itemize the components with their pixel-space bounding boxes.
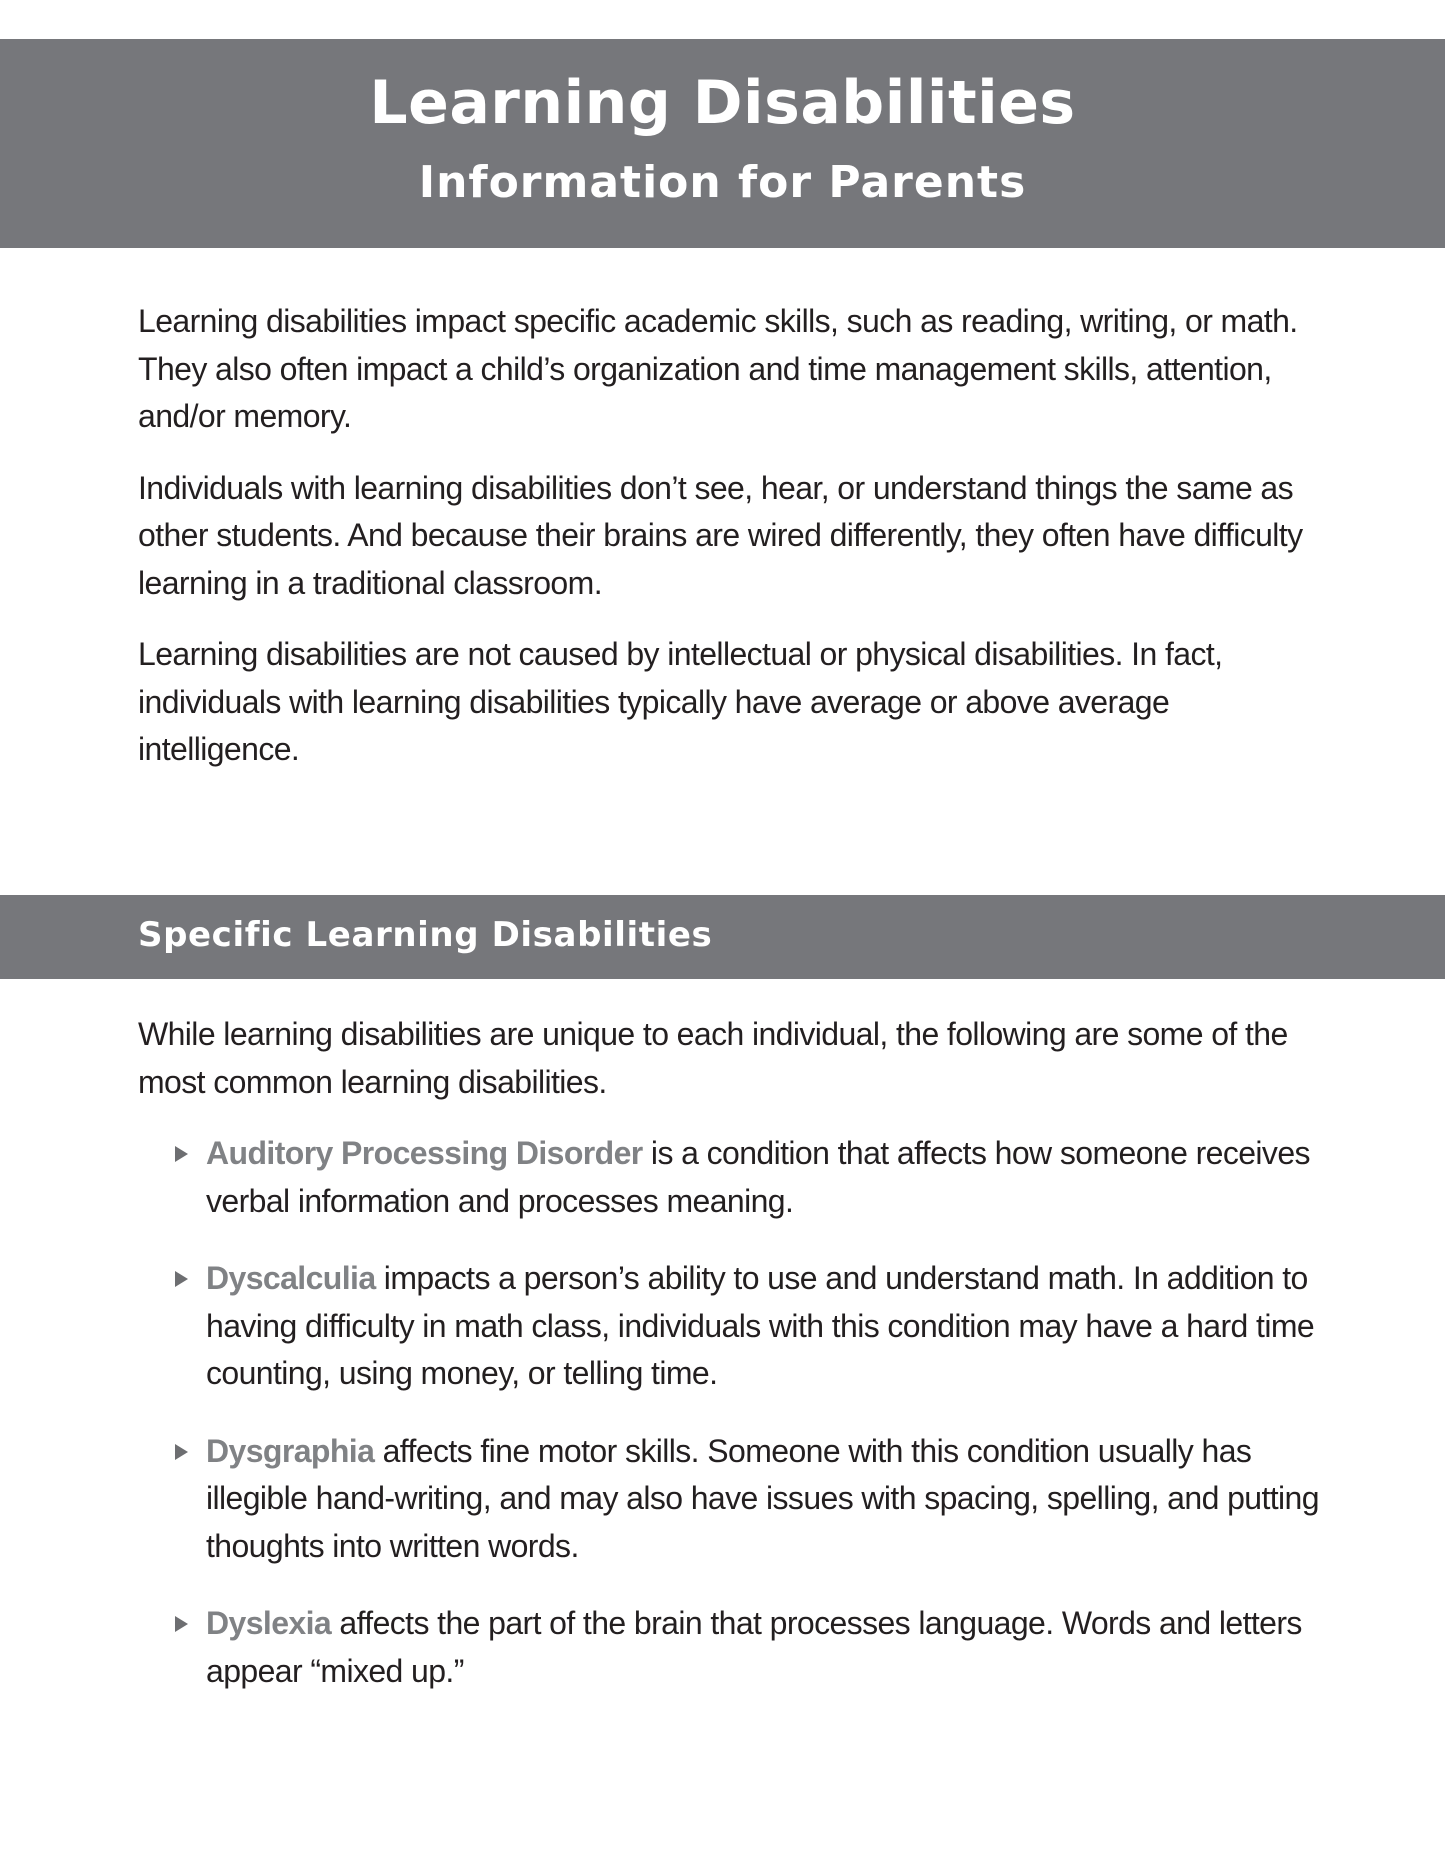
section-banner — [0, 895, 1445, 979]
triangle-right-icon — [175, 1444, 188, 1460]
list-item-text: impacts a person’s ability to use and understand math. In addition to having difficulty in math class, individuals with this condition may have a hard time counting, using money, or telling time. — [206, 1260, 1315, 1391]
page-subtitle: Information for Parents — [418, 157, 1027, 208]
triangle-right-icon — [175, 1146, 188, 1162]
section-heading: Specific Learning Disabilities — [138, 915, 713, 955]
list-item — [138, 1130, 1338, 1225]
list-item-term: Auditory Processing Disorder — [206, 1135, 643, 1171]
list-item-term: Dyslexia — [206, 1605, 332, 1641]
list-item — [138, 1600, 1338, 1695]
section-body — [138, 1011, 1338, 1725]
list-item — [138, 1255, 1338, 1398]
list-item-term: Dysgraphia — [206, 1432, 375, 1469]
list-item-text: affects fine motor skills. Someone with this condition usually has illegible hand-writing, and may also have issues with spacing, spelling, and putting thoughts into written words. — [206, 1432, 1319, 1564]
triangle-right-icon — [175, 1271, 188, 1287]
disability-list — [138, 1130, 1338, 1695]
page-title: Learning Disabilities — [369, 68, 1076, 138]
section-lead: While learning disabilities are unique to each individual, the following are some of the most common learning disabilities. — [138, 1016, 1288, 1100]
list-item-text: is a condition that affects how someone receives verbal information and processes meaning. — [206, 1135, 1310, 1219]
title-banner — [0, 39, 1445, 248]
list-item-term: Dyscalculia — [206, 1260, 376, 1296]
list-item-text: affects the part of the brain that processes language. Words and letters appear “mixed up.” — [206, 1605, 1302, 1689]
intro-paragraph: Learning disabilities impact specific academic skills, such as reading, writing, or math. They also often impact a child’s organization and time management skills, attention, and/or memory. — [138, 303, 1298, 434]
intro-paragraph: Learning disabilities are not caused by intellectual or physical disabilities. In fact, individuals with learning disabilities typically have average or above average intelligence. — [138, 636, 1223, 767]
intro-section — [138, 298, 1338, 798]
list-item — [138, 1428, 1338, 1571]
intro-paragraph: Individuals with learning disabilities don’t see, hear, or understand things the same as other students. And because their brains are wired differently, they often have difficulty learning in a traditional classroom. — [138, 469, 1303, 601]
triangle-right-icon — [175, 1616, 188, 1632]
